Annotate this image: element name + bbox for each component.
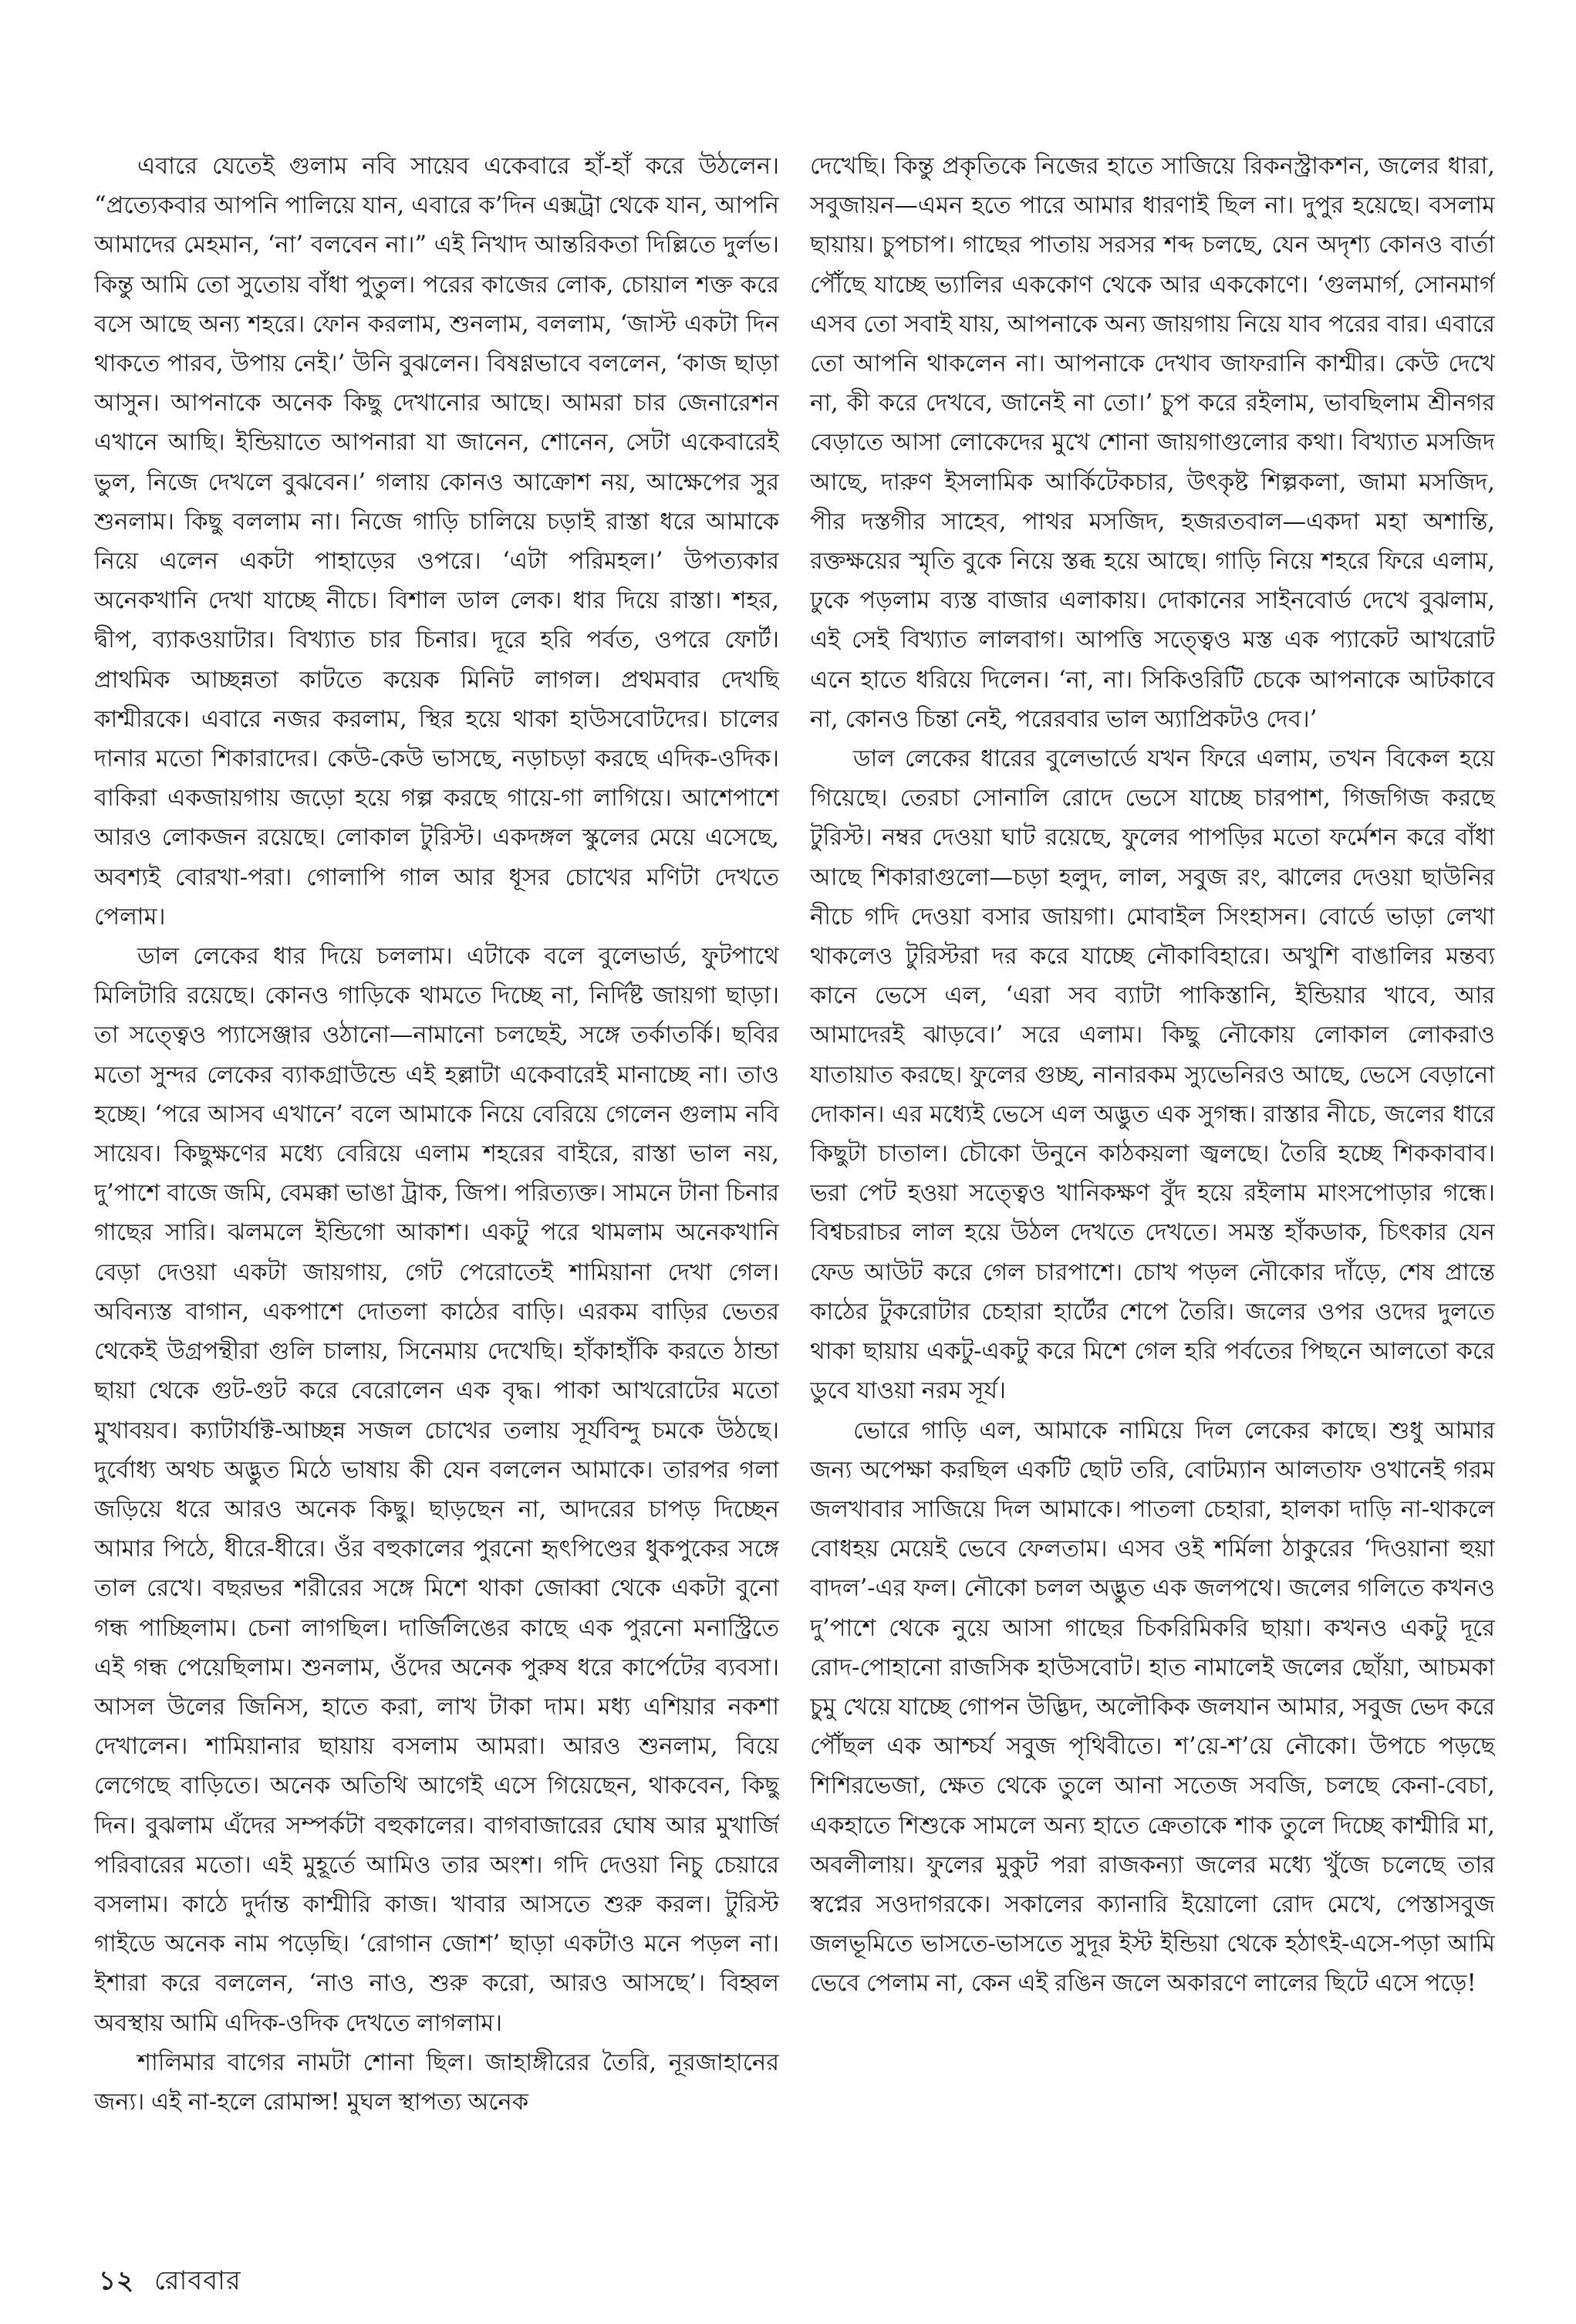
page-number: ১২ [99, 2265, 135, 2296]
article-paragraph: এবারে যেতেই গুলাম নবি সায়েব একেবারে হাঁ-হাঁ করে উঠলেন। “প্রত্যেকবার আপনি পালিয়ে যান, এবারে ক’দিন এক্সট্রা থেকে যান, আপনি আমাদের মেহমান, ‘না’ বলবেন না।” এই নিখাদ আন্তরিকতা দিল্লিতে দুর্লভ। কিন্তু আমি তো সুতোয় বাঁধা পুতুল। পরের কাজের লোক, চোয়াল শক্ত করে বসে আছে অন্য শহরে। ফোন করলাম, শুনলাম, বললাম, ‘জাস্ট একটা দিন থাকতে পারব, উপায় নেই।’ উনি বুঝলেন। বিষণ্ণভাবে বললেন, ‘কাজ ছাড়া আসুন। আপনাকে অনেক কিছু দেখানোর আছে। আমরা চার জেনারেশন এখানে আছি। ইন্ডিয়াতে আপনারা যা জানেন, শোনেন, সেটা একেবারেই ভুল, নিজে দেখলে বুঝবেন।’ গলায় কোনও আক্রোশ নয়, আক্ষেপের সুর শুনলাম। কিছু বললাম না। নিজে গাড়ি চালিয়ে চড়াই রাস্তা ধরে আমাকে নিয়ে এলেন একটা পাহাড়ের ওপরে। ‘এটা পরিমহল।’ উপত্যকার অনেকখানি দেখা যাচ্ছে নীচে। বিশাল ডাল লেক। ধার দিয়ে রাস্তা। শহর, দ্বীপ, ব্যাকওয়াটার। বিখ্যাত চার চিনার। দূরে হরি পর্বত, ওপরে ফোর্ট। প্রাথমিক আচ্ছন্নতা কাটতে কয়েক মিনিট লাগল। প্রথমবার দেখছি কাশ্মীরকে। এবারে নজর করলাম, স্থির হয়ে থাকা হাউসবোটদের। চালের দানার মতো শিকারাদের। কেউ-কেউ ভাসছে, নড়াচড়া করছে এদিক-ওদিক। বাকিরা একজায়গায় জড়ো হয়ে গল্প করছে গায়ে-গা লাগিয়ে। আশেপাশে আরও লোকজন রয়েছে। লোকাল টুরিস্ট। একদঙ্গল স্কুলের মেয়ে এসেছে, অবশ্যই বোরখা-পরা। গোলাপি গাল আর ধূসর চোখের মণিটা দেখতে পেলাম। [94, 153, 779, 931]
magazine-name: রোববার [154, 2265, 241, 2296]
article-paragraph: ডাল লেকের ধারের বুলেভার্ডে যখন ফিরে এলাম, তখন বিকেল হয়ে গিয়েছে। তেরচা সোনালি রোদে ভেসে যাচ্ছে চারপাশ, গিজগিজ করছে টুরিস্ট। নম্বর দেওয়া ঘাট রয়েছে, ফুলের পাপড়ির মতো ফর্মেশন করে বাঁধা আছে শিকারাগুলো—চড়া হলুদ, লাল, সবুজ রং, ঝালের দেওয়া ছাউনির নীচে গদি দেওয়া বসার জায়গা। মোবাইল সিংহাসন। বোর্ডে ভাড়া লেখা থাকলেও টুরিস্টরা দর করে যাচ্ছে নৌকাবিহারে। অখুশি বাঙালির মন্তব্য কানে ভেসে এল, ‘এরা সব ব্যাটা পাকিস্তানি, ইন্ডিয়ার খাবে, আর আমাদেরই ঝাড়বে।’ সরে এলাম। কিছু নৌকোয় লোকাল লোকরাও যাতায়াত করছে। ফুলের গুচ্ছ, নানারকম স্যুভেনিরও আছে, ভেসে বেড়ানো দোকান। এর মধ্যেই ভেসে এল অদ্ভুত এক সুগন্ধ। রাস্তার নীচে, জলের ধারে কিছুটা চাতাল। চৌকো উনুনে কাঠকয়লা জ্বলছে। তৈরি হচ্ছে শিককাবাব। ভরা পেট হওয়া সত্ত্বেও খানিকক্ষণ বুঁদ হয়ে রইলাম মাংসপোড়ার গন্ধে। বিশ্বচরাচর লাল হয়ে উঠল দেখতে দেখতে। সমস্ত হাঁকডাক, চিৎকার যেন ফেড আউট করে গেল চারপাশে। চোখ পড়ল নৌকোর দাঁড়ে, শেষ প্রান্তে কাঠের টুকরোটার চেহারা হার্টের শেপে তৈরি। জলের ওপর ওদের দুলতে থাকা ছায়ায় একটু-একটু করে মিশে গেল হরি পর্বতের পিছনে আলতো করে ডুবে যাওয়া নরম সূর্য। [810, 745, 1495, 1405]
article-paragraph: ডাল লেকের ধার দিয়ে চললাম। এটাকে বলে বুলেভার্ড, ফুটপাথে মিলিটারি রয়েছে। কোনও গাড়িকে থামতে দিচ্ছে না, নির্দিষ্ট জায়গা ছাড়া। তা সত্ত্বেও প্যাসেঞ্জার ওঠানো—নামানো চলছেই, সঙ্গে তর্কাতর্কি। ছবির মতো সুন্দর লেকের ব্যাকগ্রাউন্ডে এই হল্লাটা একেবারেই মানাচ্ছে না। তাও হচ্ছে। ‘পরে আসব এখানে’ বলে আমাকে নিয়ে বেরিয়ে গেলেন গুলাম নবি সায়েব। কিছুক্ষণের মধ্যে বেরিয়ে এলাম শহরের বাইরে, রাস্তা ভাল নয়, দু’পাশে বাজে জমি, বেমক্কা ভাঙা ট্রাক, জিপ। পরিত্যক্ত। সামনে টানা চিনার গাছের সারি। ঝলমলে ইন্ডিগো আকাশ। একটু পরে থামলাম অনেকখানি বেড়া দেওয়া একটা জায়গায়, গেট পেরোতেই শামিয়ানা দেখা গেল। অবিন্যস্ত বাগান, একপাশে দোতলা কাঠের বাড়ি। এরকম বাড়ির ভেতর থেকেই উগ্রপন্থীরা গুলি চালায়, সিনেমায় দেখেছি। হাঁকাহাঁকি করতে ঠান্ডা ছায়া থেকে গুট-গুট করে বেরোলেন এক বৃদ্ধ। পাকা আখরোটের মতো মুখাবয়ব। ক্যাটার্যাক্ট-আচ্ছন্ন সজল চোখের তলায় সূর্যবিন্দু চমকে উঠছে। দুর্বোধ্য অথচ অদ্ভুত মিঠে ভাষায় কী যেন বললেন আমাকে। তারপর গলা জড়িয়ে ধরে আরও অনেক কিছু। ছাড়ছেন না, আদরের চাপড় দিচ্ছেন আমার পিঠে, ধীরে-ধীরে। ওঁর বহুকালের পুরনো হৃৎপিণ্ডের ধুকপুকের সঙ্গে তাল রেখে। বছরভর শরীরের সঙ্গে মিশে থাকা জোব্বা থেকে একটা বুনো গন্ধ পাচ্ছিলাম। চেনা লাগছিল। দার্জিলিঙের কাছে এক পুরনো মনাস্ট্রিতে এই গন্ধ পেয়েছিলাম। শুনলাম, ওঁদের অনেক পুরুষ ধরে কার্পেটের ব্যবসা। আসল উলের জিনিস, হাতে করা, লাখ টাকা দাম। মধ্য এশিয়ার নকশা দেখালেন। শামিয়ানার ছায়ায় বসলাম আমরা। আরও শুনলাম, বিয়ে লেগেছে বাড়িতে। অনেক অতিথি আগেই এসে গিয়েছেন, থাকবেন, কিছু দিন। বুঝলাম এঁদের সম্পর্কটা বহুকালের। বাগবাজারের ঘোষ আর মুখার্জি পরিবারের মতো। এই মুহূর্তে আমিও তার অংশ। গদি দেওয়া নিচু চেয়ারে বসলাম। কাঠে দুর্দান্ত কাশ্মীরি কাজ। খাবার আসতে শুরু করল। টুরিস্ট গাইডে অনেক নাম পড়েছি। ‘রোগান জোশ’ ছাড়া একটাও মনে পড়ল না। ইশারা করে বললেন, ‘নাও নাও, শুরু করো, আরও আসছে’। বিহ্বল অবস্থায় আমি এদিক-ওদিক দেখতে লাগলাম। [94, 943, 779, 2037]
article-paragraph-continued: দেখেছি। কিন্তু প্রকৃতিকে নিজের হাতে সাজিয়ে রিকনস্ট্রাকশন, জলের ধারা, সবুজায়ন—এমন হতে পারে আমার ধারণাই ছিল না। দুপুর হয়েছে। বসলাম ছায়ায়। চুপচাপ। গাছের পাতায় সরসর শব্দ চলছে, যেন অদৃশ্য কোনও বার্তা পৌঁছে যাচ্ছে ভ্যালির এককোণ থেকে আর এককোণে। ‘গুলমার্গ, সোনমার্গ এসব তো সবাই যায়, আপনাকে অন্য জায়গায় নিয়ে যাব পরের বার। এবারে তো আপনি থাকলেন না। আপনাকে দেখাব জাফরানি কাশ্মীর। কেউ দেখে না, কী করে দেখবে, জানেই না তো।’ চুপ করে রইলাম, ভাবছিলাম শ্রীনগর বেড়াতে আসা লোকেদের মুখে শোনা জায়গাগুলোর কথা। বিখ্যাত মসজিদ আছে, দারুণ ইসলামিক আর্কিটেকচার, উৎকৃষ্ট শিল্পকলা, জামা মসজিদ, পীর দস্তগীর সাহেব, পাথর মসজিদ, হজরতবাল—একদা মহা অশান্তি, রক্তক্ষয়ের স্মৃতি বুকে নিয়ে স্তব্ধ হয়ে আছে। গাড়ি নিয়ে শহরে ফিরে এলাম, ঢুকে পড়লাম ব্যস্ত বাজার এলাকায়। দোকানের সাইনবোর্ড দেখে বুঝলাম, এই সেই বিখ্যাত লালবাগ। আপত্তি সত্ত্বেও মস্ত এক প্যাকেট আখরোট এনে হাতে ধরিয়ে দিলেন। ‘না, না। সিকিওরিটি চেকে আপনাকে আটকাবে না, কোনও চিন্তা নেই, পরেরবার ভাল অ্যাপ্রিকটও দেব।’ [810, 153, 1495, 733]
article-paragraph: ভোরে গাড়ি এল, আমাকে নামিয়ে দিল লেকের কাছে। শুধু আমার জন্য অপেক্ষা করছিল একটি ছোট তরি, বোটম্যান আলতাফ ওখানেই গরম জলখাবার সাজিয়ে দিল আমাকে। পাতলা চেহারা, হালকা দাড়ি না-থাকলে বোধহয় মেয়েই ভেবে ফেলতাম। এসব ওই শর্মিলা ঠাকুরের ‘দিওয়ানা হুয়া বাদল’-এর ফল। নৌকো চলল অদ্ভুত এক জলপথে। জলের গলিতে কখনও দু’পাশে থেকে নুয়ে আসা গাছের চিকরিমিকরি ছায়া। কখনও একটু দূরে রোদ-পোহানো রাজসিক হাউসবোট। হাত নামালেই জলের ছোঁয়া, আচমকা চুমু খেয়ে যাচ্ছে গোপন উদ্ভিদ, অলৌকিক জলযান আমার, সবুজ ভেদ করে পৌঁছল এক আশ্চর্য সবুজ পৃথিবীতে। শ’য়ে-শ’য়ে নৌকো। উপচে পড়ছে শিশিরভেজা, ক্ষেত থেকে তুলে আনা সতেজ সবজি, চলছে কেনা-বেচা, একহাতে শিশুকে সামলে অন্য হাতে ক্রেতাকে শাক তুলে দিচ্ছে কাশ্মীরি মা, অবলীলায়। ফুলের মুকুট পরা রাজকন্যা জলের মধ্যে খুঁজে চলেছে তার স্বপ্নের সওদাগরকে। সকালের ক্যানারি ইয়োলো রোদ মেখে, পেস্তাসবুজ জলভূমিতে ভাসতে-ভাসতে সুদূর ইস্ট ইন্ডিয়া থেকে হঠাৎই-এসে-পড়া আমি ভেবে পেলাম না, কেন এই রঙিন জলে অকারণে লালের ছিটে এসে পড়ে! [810, 1417, 1495, 1998]
page-footer [99, 2261, 241, 2305]
article-column-right [810, 147, 1495, 2160]
article-column-left [94, 147, 779, 2253]
article-paragraph: শালিমার বাগের নামটা শোনা ছিল। জাহাঙ্গীরের তৈরি, নূরজাহানের জন্য। এই না-হলে রোমান্স! মুঘল স্থাপত্য অনেক [94, 2049, 779, 2116]
